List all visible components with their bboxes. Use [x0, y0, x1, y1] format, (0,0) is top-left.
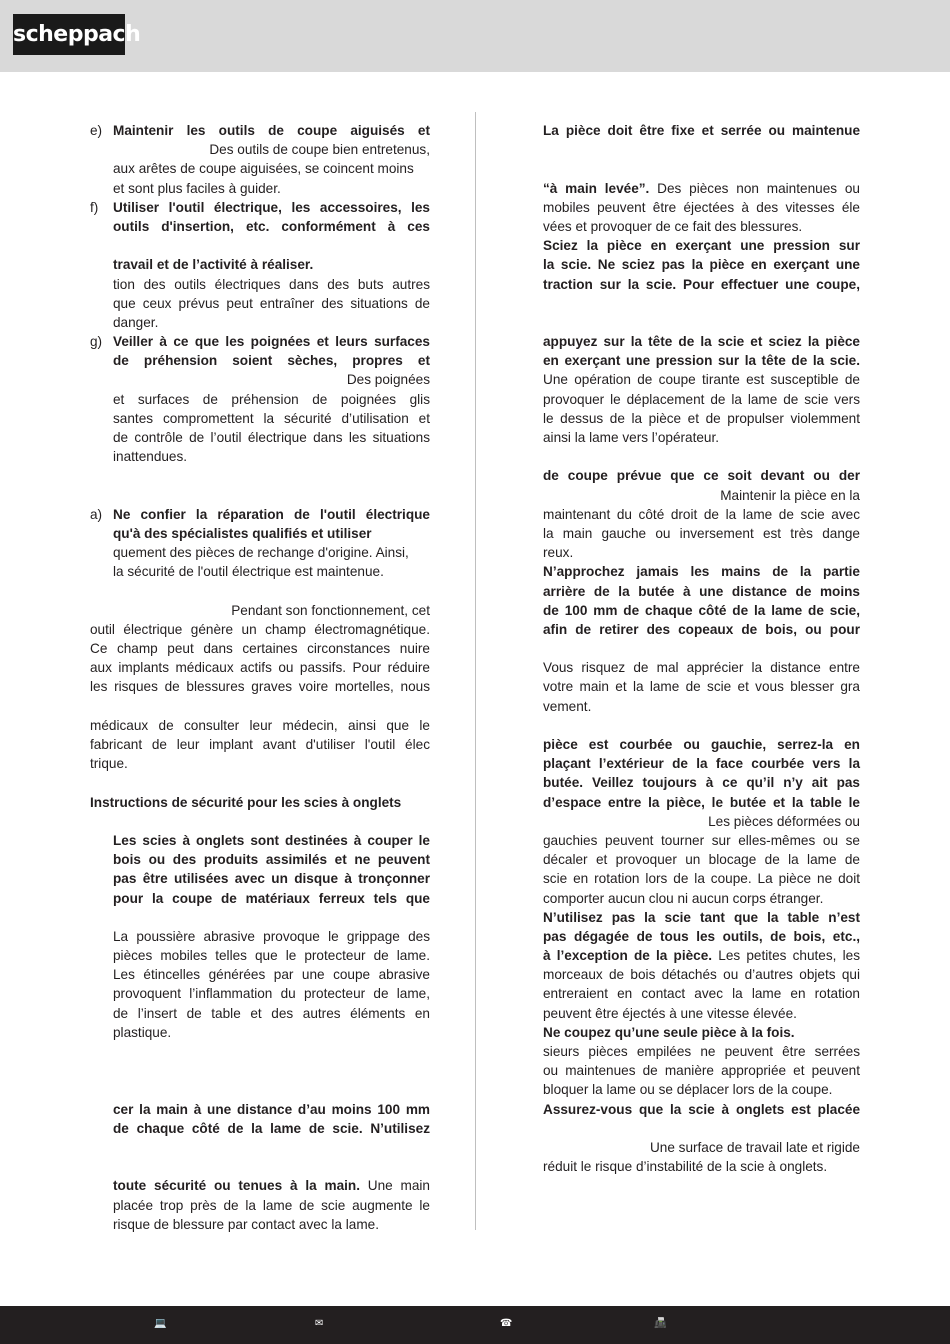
- line-text: Les pièces déformées ou: [708, 813, 860, 829]
- line-text: pièces mobiles telles que le protecteur de lame.: [113, 948, 430, 964]
- page-header: [0, 0, 950, 72]
- text-line: [543, 332, 860, 351]
- text-line: [90, 869, 430, 888]
- line-text: mobiles peuvent être éjectées à des vitesses éle: [543, 199, 860, 215]
- text-line: [543, 1061, 860, 1080]
- line-text: aux arêtes de coupe aiguisées, se coincent moins: [113, 161, 414, 177]
- line-text: entreraient en contact avec la lame en rotation: [543, 986, 860, 1002]
- line-text: votre main et la lame de scie et vous blesser gra: [543, 679, 860, 695]
- text-line: [543, 946, 860, 965]
- fax-icon: 📠: [654, 1318, 667, 1329]
- line-text: que ceux prévus peut entraîner des situations de: [113, 295, 430, 311]
- text-line: [543, 831, 860, 850]
- line-text: toute sécurité ou tenues à la main. Une main: [113, 1178, 430, 1194]
- line-text: Ne confier la réparation de l'outil électrique: [113, 506, 430, 522]
- line-text: traction sur la scie. Pour effectuer une coupe,: [543, 276, 860, 292]
- text-line: [543, 677, 860, 696]
- line-text: de 100 mm de chaque côté de la lame de scie,: [543, 602, 860, 618]
- line-text: Les étincelles générées par une coupe abrasive: [113, 967, 430, 983]
- line-text: bois ou des produits assimilés et ne peuvent: [113, 852, 430, 868]
- line-text: outils d'insertion, etc. conformément à ces: [113, 218, 430, 234]
- text-line: [90, 486, 430, 505]
- computer-icon: 💻: [154, 1318, 167, 1329]
- line-text: outil électrique génère un champ électromagnétique.: [90, 621, 430, 637]
- line-text: Une opération de coupe tirante est susceptible de: [543, 372, 860, 388]
- text-line: [90, 831, 430, 850]
- line-text: Maintenir les outils de coupe aiguisés et: [113, 123, 430, 138]
- line-text: maintenant du côté droit de la lame de scie avec: [543, 506, 860, 522]
- text-line: [90, 754, 430, 773]
- text-line: [543, 773, 860, 792]
- line-text: bloquer la lame ou se déplacer lors de la coupe.: [543, 1082, 833, 1098]
- line-text: plaçant l’extérieur de la face courbée vers la: [543, 756, 860, 772]
- list-marker: f): [90, 199, 99, 215]
- text-line: [90, 198, 430, 217]
- line-text: aux implants médicaux actifs ou passifs. Pour réduire: [90, 660, 430, 676]
- text-line: [543, 428, 860, 447]
- text-line: [543, 543, 860, 562]
- text-line: [90, 1080, 430, 1099]
- line-text: médicaux de consulter leur médecin, ainsi que le: [90, 717, 430, 733]
- list-marker: a): [90, 506, 103, 522]
- text-line: [543, 179, 860, 198]
- list-marker: g): [90, 334, 103, 350]
- line-text: travail et de l’activité à réaliser.: [113, 257, 314, 273]
- text-line: [543, 1138, 860, 1157]
- text-line: [543, 390, 860, 409]
- text-line: [543, 984, 860, 1003]
- text-line: [543, 466, 860, 485]
- line-text: et sont plus faciles à guider.: [113, 180, 281, 196]
- line-text: Une surface de travail late et rigide: [649, 1139, 860, 1155]
- text-line: [543, 965, 860, 984]
- text-line: [543, 582, 860, 601]
- line-text: le dessus de la pièce et de propulser violemment: [543, 410, 860, 426]
- text-line: [90, 639, 430, 658]
- text-line: [543, 1157, 860, 1176]
- text-line: [90, 1196, 430, 1215]
- text-line: [543, 275, 860, 294]
- text-line: [543, 601, 860, 620]
- line-text: la scie. Ne sciez pas la pièce en exerçant une: [543, 257, 860, 273]
- line-text: peuvent être éjectés à une vitesse élevée.: [543, 1005, 797, 1021]
- line-text: Ne coupez qu’une seule pièce à la fois.: [543, 1024, 795, 1040]
- line-text: placée trop près de la lame de scie augmente le: [113, 1197, 430, 1213]
- line-text: Instructions de sécurité pour les scies à onglets: [90, 794, 402, 810]
- text-line: [90, 562, 430, 581]
- text-line: [90, 140, 430, 159]
- line-text: de contrôle de l’outil électrique dans les situations: [113, 430, 430, 445]
- line-text: Sciez la pièce en exerçant une pression sur: [543, 238, 860, 254]
- line-text: Des outils de coupe bien entretenus,: [209, 142, 430, 158]
- text-line: [543, 198, 860, 217]
- line-text: provoquent l’inflammation du protecteur de lame,: [113, 986, 430, 1002]
- line-text: sieurs pièces empilées ne peuvent être serrées: [543, 1044, 860, 1059]
- line-text: morceaux de bois détachés ou d’autres objets qui: [543, 967, 860, 983]
- line-text: Assurez-vous que la scie à onglets est placée: [543, 1101, 860, 1117]
- text-line: [90, 620, 430, 639]
- line-text: arrière de la butée à une distance de moins: [543, 583, 860, 599]
- text-line: [543, 255, 860, 274]
- line-text: Pendant son fonctionnement, cet: [231, 602, 430, 618]
- line-text: à l’exception de la pièce. Les petites chutes, les: [543, 948, 861, 964]
- line-text: Ce champ peut dans certaines circonstances nuire: [90, 641, 430, 657]
- line-text: butée. Veillez toujours à ce qu’il n’y ait pas: [543, 775, 860, 791]
- text-line: [90, 927, 430, 946]
- text-line: [90, 351, 430, 370]
- text-line: [543, 812, 860, 831]
- line-text: pas être utilisées avec un disque à tronçonner: [113, 871, 430, 887]
- line-text: les risques de blessures graves voire mortelles, nous: [90, 679, 430, 695]
- text-line: [543, 620, 860, 639]
- line-text: et surfaces de préhension de poignées glis: [113, 391, 430, 407]
- text-line: [543, 1023, 860, 1042]
- text-line: [543, 850, 860, 869]
- line-text: pièce est courbée ou gauchie, serrez-la en: [543, 737, 860, 752]
- line-text: N’approchez jamais les mains de la partie: [543, 564, 860, 580]
- text-line: [90, 370, 430, 389]
- text-line: [90, 984, 430, 1003]
- text-line: [543, 351, 860, 370]
- text-line: [543, 697, 860, 716]
- text-line: [90, 1023, 430, 1042]
- line-text: fabricant de leur implant avant d'utiliser l'outil élec: [90, 737, 430, 752]
- text-line: [90, 466, 430, 485]
- text-line: [543, 217, 860, 236]
- text-line: [90, 601, 430, 620]
- text-line: [543, 1004, 860, 1023]
- text-line: [90, 812, 430, 831]
- line-text: la sécurité de l'outil électrique est maintenue.: [113, 564, 384, 580]
- text-line: [543, 505, 860, 524]
- text-line: [90, 1004, 430, 1023]
- text-line: [90, 582, 430, 601]
- line-text: en exerçant une pression sur la tête de la scie.: [543, 353, 860, 369]
- email-icon: ✉: [315, 1318, 324, 1329]
- text-line: [90, 716, 430, 735]
- text-line: [90, 159, 430, 178]
- text-line: [90, 313, 430, 332]
- text-line: [543, 447, 860, 466]
- line-text: plastique.: [113, 1024, 172, 1040]
- phone-icon: ☎: [500, 1318, 513, 1329]
- text-line: [90, 409, 430, 428]
- column-divider: [475, 112, 476, 1230]
- text-line: [90, 677, 430, 696]
- line-text: de l’insert de table et des autres éléments en: [113, 1005, 430, 1021]
- line-text: scie en rotation lors de la coupe. La pièce ne doit: [543, 871, 860, 887]
- text-line: [90, 1176, 430, 1195]
- line-text: La pièce doit être fixe et serrée ou maintenue: [543, 123, 860, 138]
- text-line: [543, 735, 860, 754]
- line-text: provoquer le déplacement de la lame de scie vers: [543, 391, 860, 407]
- text-line: [543, 793, 860, 812]
- text-line: [90, 965, 430, 984]
- line-text: gauchies peuvent tourner sur elles-mêmes ou se: [543, 832, 860, 848]
- text-line: [543, 121, 860, 140]
- line-text: de préhension soient sèches, propres et: [113, 353, 430, 369]
- text-line: [90, 447, 430, 466]
- line-text: décaler et provoquer un blocage de la lame de: [543, 852, 860, 868]
- line-text: La poussière abrasive provoque le grippage des: [113, 928, 430, 944]
- text-line: [543, 869, 860, 888]
- text-line: [90, 179, 430, 198]
- line-text: Vous risquez de mal apprécier la distance entre: [543, 660, 860, 676]
- text-line: [90, 735, 430, 754]
- line-text: qu'à des spécialistes qualifiés et utiliser: [113, 525, 372, 541]
- text-line: [90, 1042, 430, 1061]
- left-column: [90, 121, 430, 1234]
- line-text: ou maintenues de manière appropriée et peuvent: [543, 1063, 860, 1079]
- line-text: trique.: [90, 756, 128, 772]
- line-text: Veiller à ce que les poignées et leurs surfaces: [113, 334, 430, 350]
- text-line: [543, 1042, 860, 1061]
- text-line: [90, 332, 430, 351]
- line-text: de chaque côté de la lame de scie. N’utilisez: [113, 1120, 430, 1136]
- line-text: santes compromettent la sécurité d’utilisation et: [113, 410, 430, 426]
- text-line: [543, 1100, 860, 1119]
- line-text: réduit le risque d’instabilité de la scie à onglets.: [543, 1159, 828, 1175]
- text-line: [543, 294, 860, 313]
- line-text: d’espace entre la pièce, le butée et la table le: [543, 794, 860, 810]
- text-line: [90, 121, 430, 140]
- line-text: ainsi la lame vers l’opérateur.: [543, 430, 720, 445]
- line-text: pas dégagée de tous les outils, de bois, etc.,: [543, 928, 860, 944]
- text-line: [543, 409, 860, 428]
- text-line: [90, 946, 430, 965]
- text-line: [90, 1119, 430, 1138]
- text-line: [90, 1215, 430, 1234]
- page-footer: [0, 1306, 950, 1344]
- line-text: quement des pièces de rechange d'origine. Ainsi,: [113, 545, 409, 561]
- text-line: [543, 562, 860, 581]
- text-line: [543, 313, 860, 332]
- text-line: [90, 428, 430, 447]
- text-line: [90, 236, 430, 255]
- text-line: [90, 1157, 430, 1176]
- text-line: [543, 716, 860, 735]
- line-text: reux.: [543, 545, 574, 561]
- text-line: [90, 275, 430, 294]
- text-line: [543, 140, 860, 159]
- text-line: [90, 658, 430, 677]
- text-line: [543, 159, 860, 178]
- line-text: inattendues.: [113, 449, 188, 465]
- text-line: [90, 524, 430, 543]
- text-line: [543, 486, 860, 505]
- text-line: [543, 908, 860, 927]
- text-line: [543, 370, 860, 389]
- right-column: [543, 121, 860, 1176]
- line-text: tion des outils électriques dans des buts autres: [113, 276, 430, 292]
- line-text: vement.: [543, 698, 592, 714]
- text-line: [543, 889, 860, 908]
- text-line: [543, 658, 860, 677]
- text-line: [90, 889, 430, 908]
- line-text: appuyez sur la tête de la scie et sciez la pièce: [543, 334, 860, 350]
- line-text: pour la coupe de matériaux ferreux tels que: [113, 890, 430, 906]
- text-line: [543, 236, 860, 255]
- text-line: [90, 773, 430, 792]
- line-text: danger.: [113, 314, 159, 330]
- text-line: [90, 217, 430, 236]
- line-text: la main gauche ou inversement est très dange: [543, 525, 860, 541]
- text-line: [543, 754, 860, 773]
- line-text: Des poignées: [346, 372, 430, 388]
- text-line: [543, 524, 860, 543]
- line-text: N’utilisez pas la scie tant que la table n’est: [543, 909, 860, 925]
- line-text: de coupe prévue que ce soit devant ou der: [543, 468, 860, 484]
- text-line: [90, 850, 430, 869]
- text-line: [90, 908, 430, 927]
- line-text: Maintenir la pièce en la: [720, 487, 860, 503]
- line-text: Utiliser l'outil électrique, les accessoires, les: [113, 199, 430, 215]
- text-line: [90, 793, 430, 812]
- text-line: [90, 543, 430, 562]
- text-line: [90, 294, 430, 313]
- text-line: [90, 1100, 430, 1119]
- list-marker: e): [90, 123, 103, 138]
- text-line: [543, 1080, 860, 1099]
- text-line: [90, 390, 430, 409]
- text-line: [90, 1061, 430, 1080]
- brand-logo: scheppach: [13, 14, 125, 55]
- text-line: [90, 255, 430, 274]
- line-text: “à main levée”. Des pièces non maintenues ou: [543, 180, 860, 196]
- line-text: cer la main à une distance d’au moins 100 mm: [113, 1101, 430, 1117]
- text-line: [543, 1119, 860, 1138]
- line-text: Les scies à onglets sont destinées à couper le: [113, 832, 430, 848]
- line-text: comporter aucun clou ni aucun corps étranger.: [543, 890, 824, 906]
- line-text: vées et provoquer de ce fait des blessures.: [543, 218, 803, 234]
- line-text: risque de blessure par contact avec la lame.: [113, 1216, 379, 1232]
- text-line: [543, 927, 860, 946]
- text-line: [543, 639, 860, 658]
- text-line: [90, 505, 430, 524]
- text-line: [90, 1138, 430, 1157]
- text-line: [90, 697, 430, 716]
- line-text: afin de retirer des copeaux de bois, ou pour: [543, 621, 860, 637]
